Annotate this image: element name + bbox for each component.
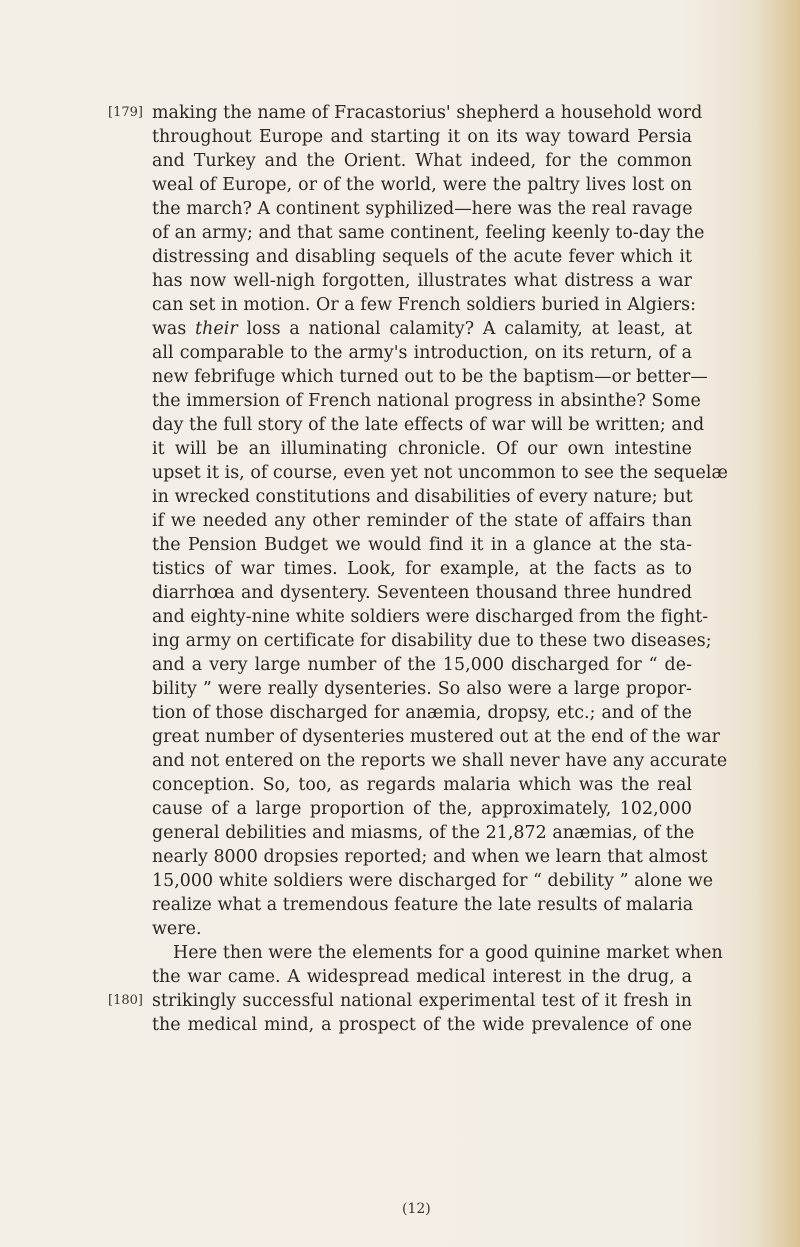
text-line-1: making the name of Fracastorius' shepherd a household word — [152, 103, 703, 123]
text-line-32: nearly 8000 dropsies reported; and when we learn that almost — [152, 847, 708, 867]
text-line-23: ing army on certificate for disability due to these two diseases; — [152, 631, 712, 651]
text-line-30: cause of a large proportion of the, approximately, 102,000 — [152, 799, 692, 819]
text-line-29: conception. So, too, as regards malaria which was the real — [152, 775, 692, 795]
text-line-10-before: was — [152, 319, 196, 339]
text-line-4: weal of Europe, or of the world, were the paltry lives lost on — [152, 175, 692, 195]
text-line-27: great number of dysenteries mustered out at the end of the war — [152, 727, 720, 747]
text-line-14: day the full story of the late effects of war will be written; and — [152, 415, 705, 435]
text-line-15: it will be an illuminating chronicle. Of our own intestine — [152, 439, 692, 459]
page-marker-180: [180] — [108, 993, 143, 1008]
text-line-31: general debilities and miasms, of the 21,872 anæmias, of the — [152, 823, 695, 843]
text-line-37: the war came. A widespread medical interest in the drug, a — [152, 967, 692, 987]
text-line-34: realize what a tremendous feature the late results of malaria — [152, 895, 694, 915]
text-line-2: throughout Europe and starting it on its way toward Persia — [152, 127, 692, 147]
text-line-36: Here then were the elements for a good quinine market when — [173, 943, 723, 963]
text-line-10 — [152, 317, 692, 341]
text-line-33: 15,000 white soldiers were discharged for “ debility ” alone we — [152, 871, 714, 891]
text-line-13: the immersion of French national progress in absinthe? Some — [152, 391, 701, 411]
text-line-35: were. — [152, 919, 202, 939]
page-number: (12) — [402, 1201, 431, 1217]
text-line-16: upset it is, of course, even yet not uncommon to see the sequelæ — [152, 463, 728, 483]
text-line-18: if we needed any other reminder of the state of affairs than — [152, 511, 692, 531]
text-line-25: bility ” were really dysenteries. So also were a large propor- — [152, 679, 692, 699]
page-edge-discoloration — [758, 0, 800, 1247]
text-line-17: in wrecked constitutions and disabilities of every nature; but — [152, 487, 693, 507]
text-line-20: tistics of war times. Look, for example, at the facts as to — [152, 559, 692, 579]
text-line-11: all comparable to the army's introduction, on its return, of a — [152, 343, 692, 363]
text-line-26: tion of those discharged for anæmia, dropsy, etc.; and of the — [152, 703, 692, 723]
text-line-3: and Turkey and the Orient. What indeed, for the common — [152, 151, 692, 171]
text-line-28: and not entered on the reports we shall never have any accurate — [152, 751, 728, 771]
text-line-9: can set in motion. Or a few French soldiers buried in Algiers: — [152, 295, 697, 315]
text-line-24: and a very large number of the 15,000 discharged for “ de- — [152, 655, 692, 675]
page-marker-179: [179] — [108, 105, 143, 120]
text-line-39: the medical mind, a prospect of the wide prevalence of one — [152, 1015, 692, 1035]
text-line-22: and eighty-nine white soldiers were discharged from the fight- — [152, 607, 709, 627]
text-line-7: distressing and disabling sequels of the acute fever which it — [152, 247, 692, 267]
text-line-5: the march? A continent syphilized—here was the real ravage — [152, 199, 693, 219]
text-line-10-after: loss a national calamity? A calamity, at least, at — [237, 319, 692, 339]
text-line-12: new febrifuge which turned out to be the baptism—or better— — [152, 367, 708, 387]
text-line-21: diarrhœa and dysentery. Seventeen thousand three hundred — [152, 583, 692, 603]
italic-their: their — [195, 319, 238, 339]
text-line-8: has now well-nigh forgotten, illustrates what distress a war — [152, 271, 692, 291]
text-line-6: of an army; and that same continent, feeling keenly to-day the — [152, 223, 705, 243]
text-line-38: strikingly successful national experimental test of it fresh in — [152, 991, 692, 1011]
text-line-19: the Pension Budget we would find it in a glance at the sta- — [152, 535, 692, 555]
